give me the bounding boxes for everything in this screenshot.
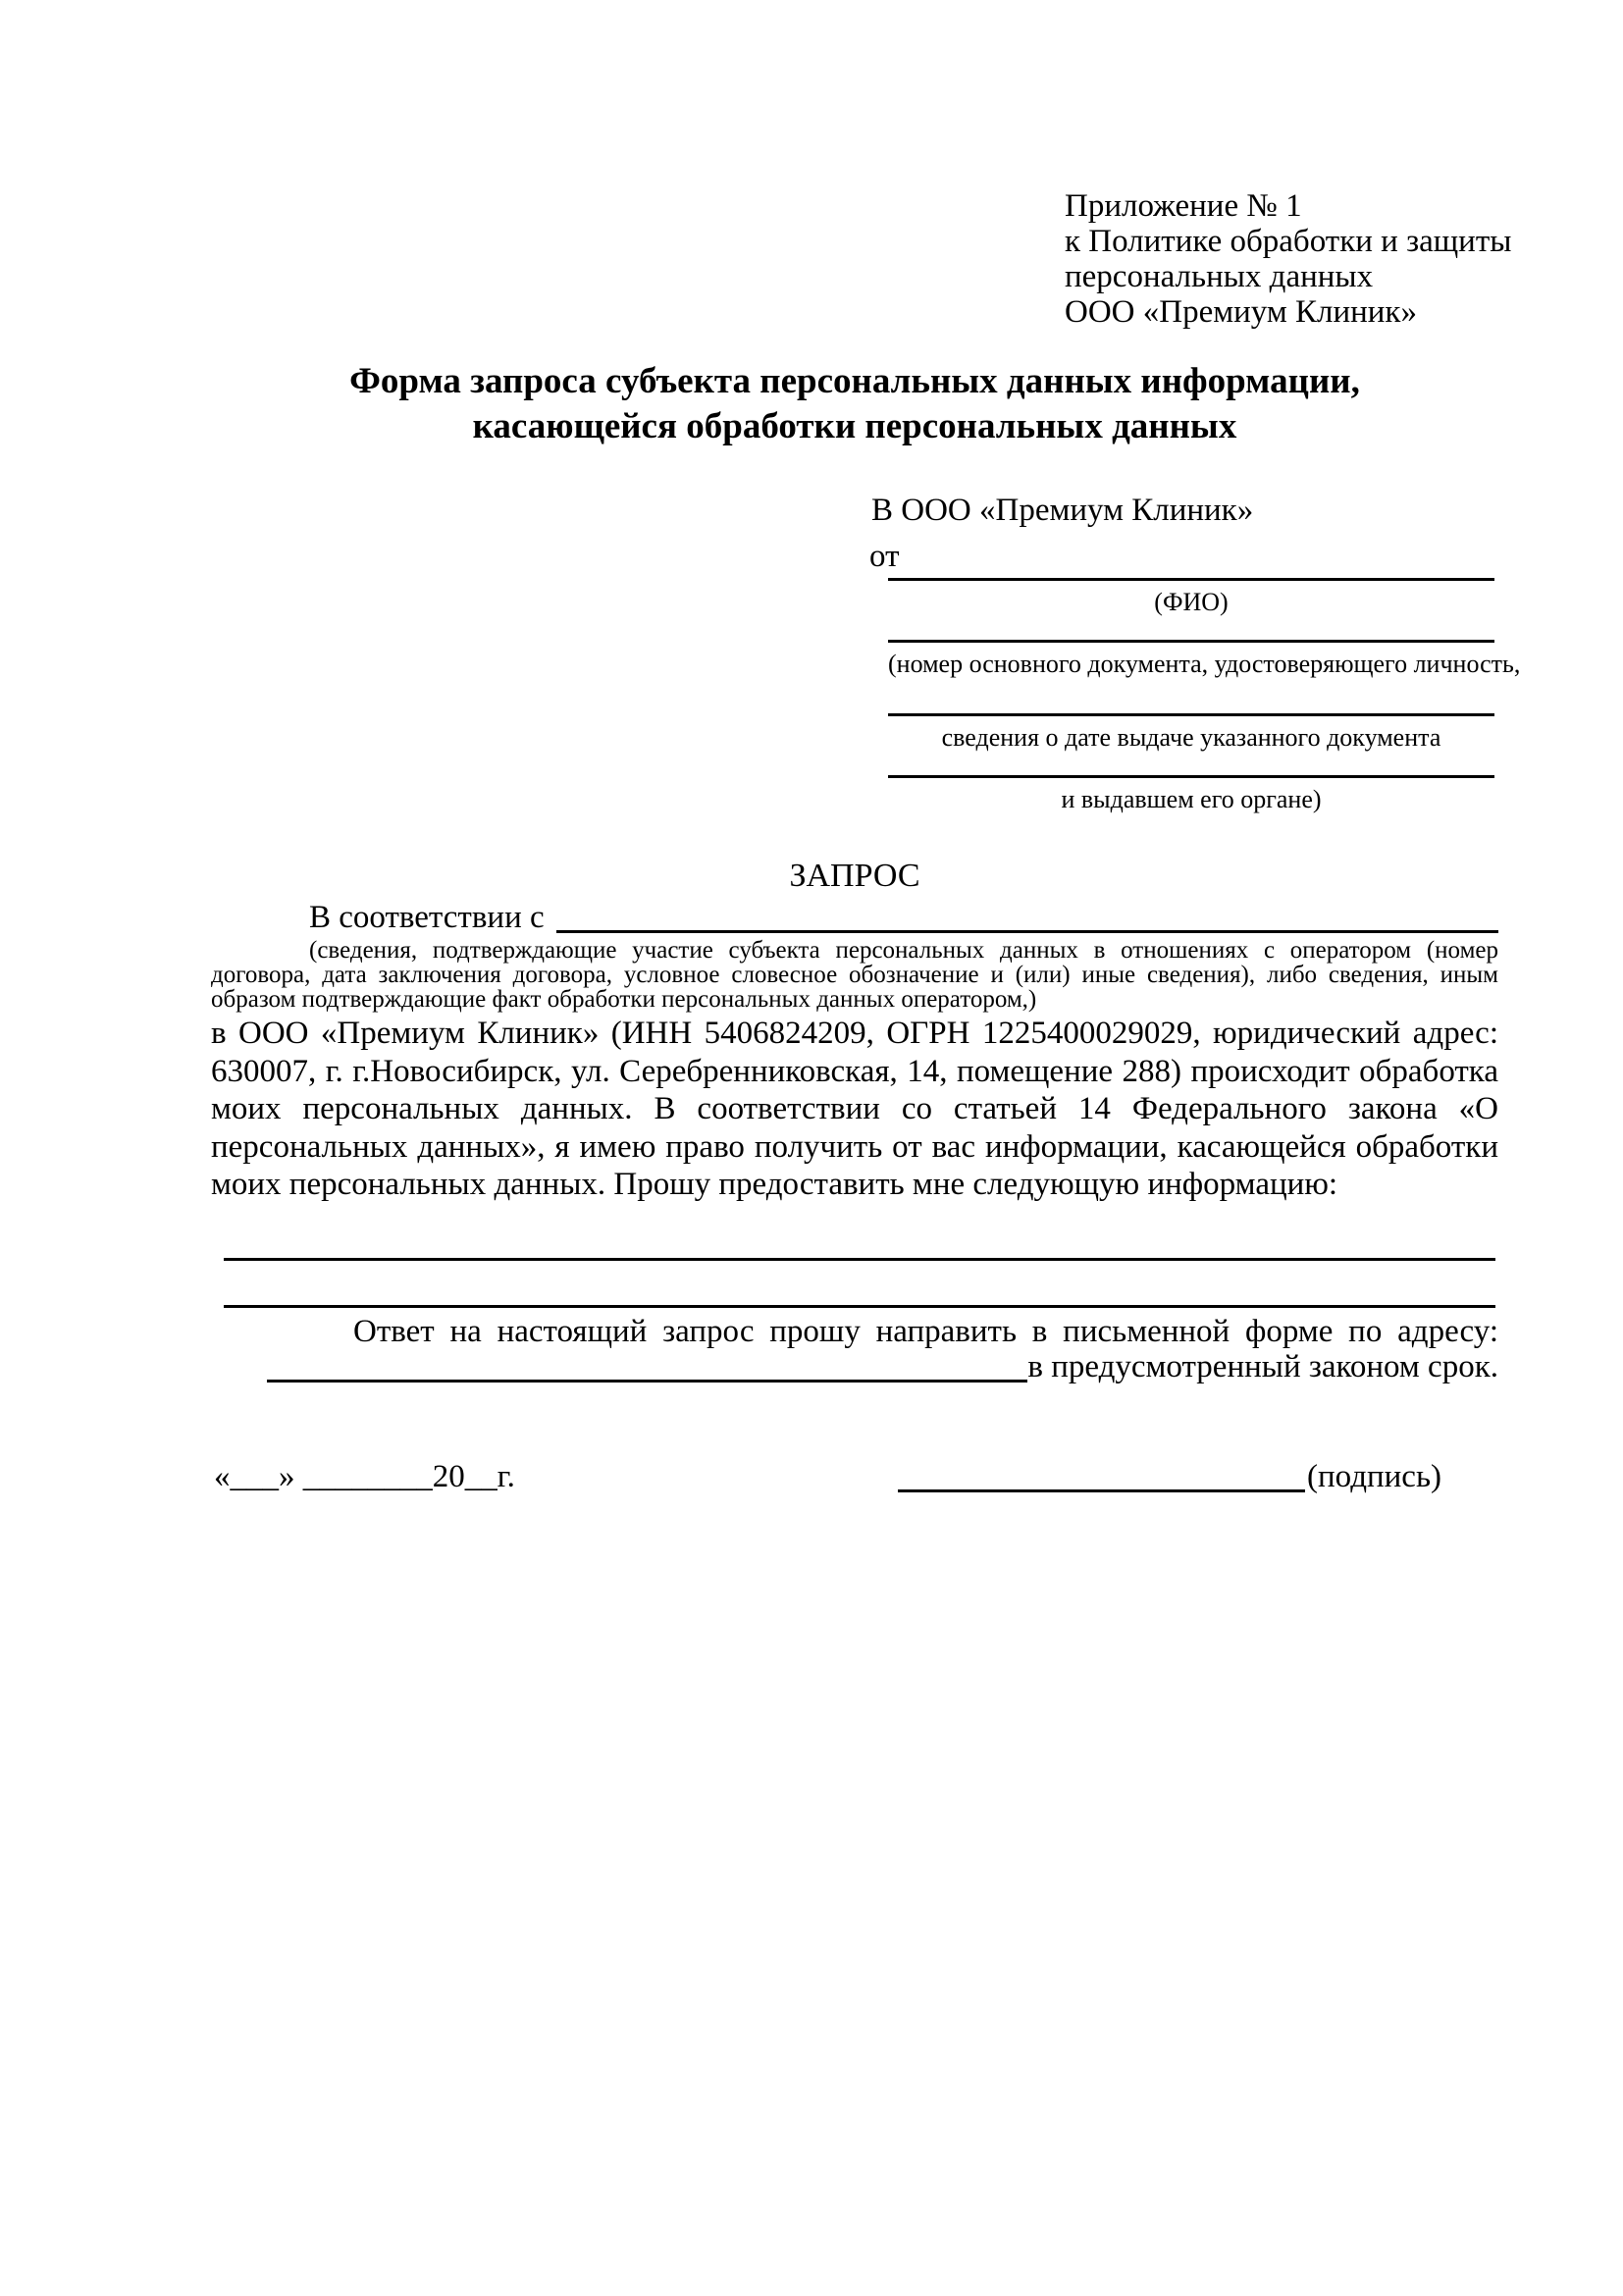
fio-label: (ФИО) — [1154, 588, 1229, 616]
request-body-paragraph: в ООО «Премиум Клиник» (ИНН 5406824209, ОГРН 1225400029029, юридический адрес: 630007, г. г.Новосибирск, ул. Серебренниковская, 14, помещение 288) происходит обработка моих персональных данных. В соответствии со статьей 14 Федерального закона «О персональных данных», я имею право получить от вас информации, касающейся обработки моих персональных данных. Прошу предоставить мне следующую информацию: — [211, 1016, 1498, 1202]
basis-row — [211, 899, 1498, 936]
address-row — [211, 1348, 1498, 1385]
document-issuer-blank-line — [888, 775, 1494, 778]
information-blank-line-2 — [224, 1305, 1495, 1308]
date-blank-template: «___» ________20__г. — [214, 1459, 515, 1494]
form-title-line: Форма запроса субъекта персональных данных информации, — [349, 361, 1360, 401]
appendix-line: Приложение № 1 — [1065, 188, 1302, 224]
document-number-label: (номер основного документа, удостоверяющего личность, — [888, 650, 1521, 678]
document-date-blank-line — [888, 713, 1494, 716]
address-spacer — [211, 1348, 255, 1385]
basis-footnote: (сведения, подтверждающие участие субъекта персональных данных в отношениях с оператором (номер договора, дата заключения договора, условное словесное обозначение и (или) иные сведения), либо сведения, иным образом подтверждающие факт обработки персональных данных оператором,) — [211, 937, 1498, 1013]
document-date-label: сведения о дате выдаче указанного документа — [941, 723, 1441, 752]
fio-blank-line — [888, 578, 1494, 581]
request-heading: ЗАПРОС — [789, 858, 920, 894]
form-title-line: касающейся обработки персональных данных — [472, 406, 1237, 446]
form-title — [211, 359, 1498, 449]
basis-blank-line — [556, 930, 1498, 933]
reply-paragraph: Ответ на настоящий запрос прошу направить в письменной форме по адресу: — [353, 1314, 1498, 1349]
reply-tail-text: в предусмотренный законом срок. — [1027, 1349, 1498, 1384]
addressee-to: В ООО «Премиум Клиник» — [871, 493, 1254, 528]
signature-blank-line — [898, 1489, 1305, 1492]
appendix-line: ООО «Премиум Клиник» — [1065, 294, 1417, 330]
appendix-note — [1065, 188, 1526, 330]
basis-intro-text: В соответствии с — [309, 900, 545, 935]
document-number-blank-line — [888, 640, 1494, 643]
address-blank-line — [267, 1380, 1027, 1383]
information-blank-line-1 — [224, 1258, 1495, 1261]
signature-label: (подпись) — [1307, 1459, 1441, 1494]
document-issuer-label: и выдавшем его органе) — [1061, 785, 1322, 813]
addressee-from: от — [869, 539, 900, 574]
appendix-line: персональных данных — [1065, 259, 1374, 294]
appendix-line: к Политике обработки и защиты — [1065, 224, 1512, 259]
